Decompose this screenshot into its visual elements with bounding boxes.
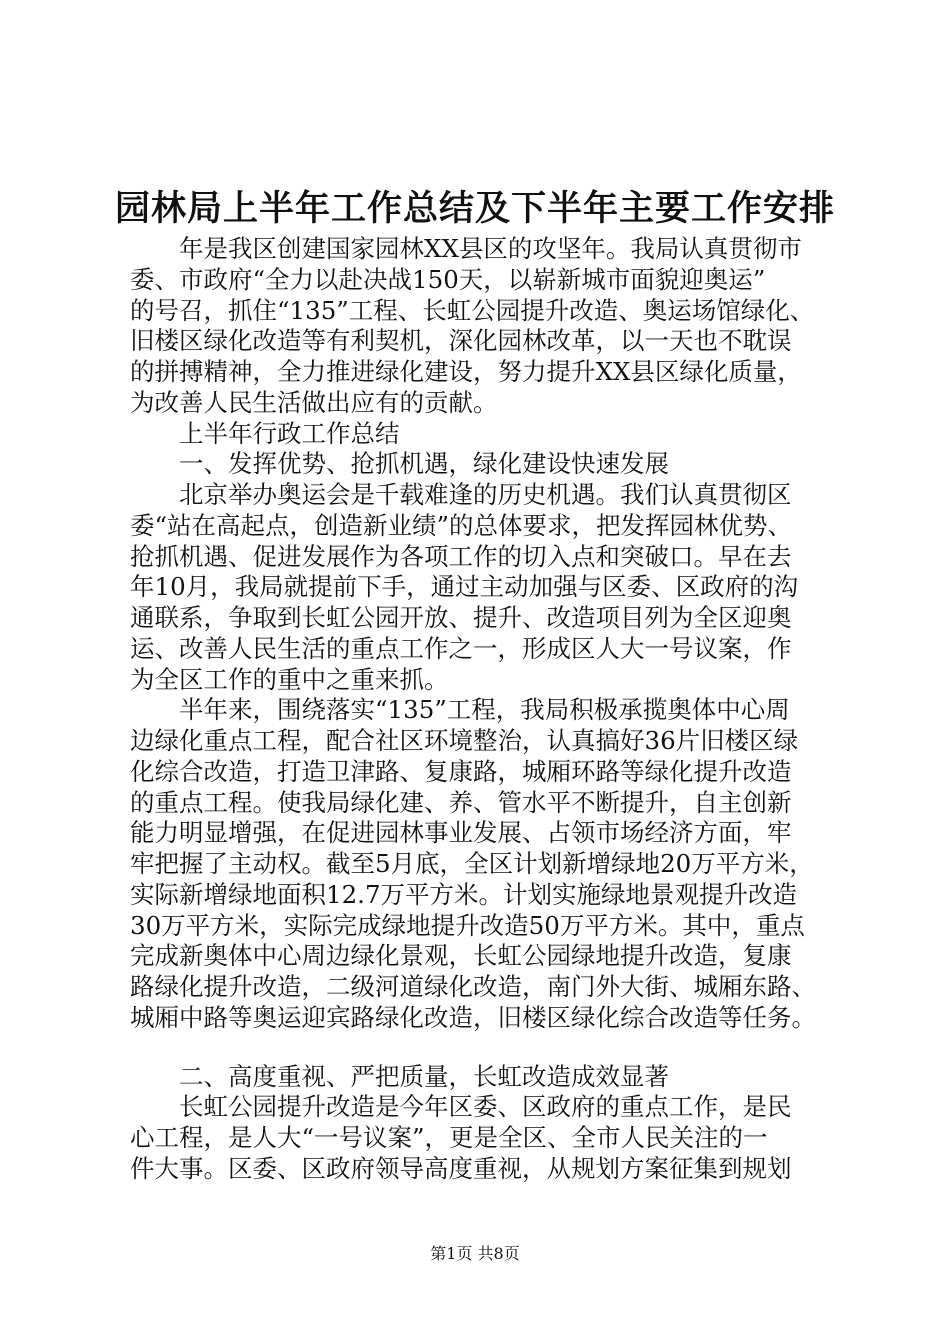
body-line: 委、市政府“全力以赴决战150天，以崭新城市面貌迎奥运” xyxy=(130,264,766,294)
body-line: 路绿化提升改造，二级河道绿化改造，南门外大街、城厢东路、 xyxy=(130,972,816,1001)
body-line: 完成新奥体中心周边绿化景观，长虹公园绿地提升改造，复康 xyxy=(130,941,792,971)
section-heading: 二、高度重视、严把质量，长虹改造成效显著 xyxy=(130,1061,669,1091)
body-line: 的号召，抓住“135”工程、长虹公园提升改造、奥运场馆绿化、 xyxy=(130,295,815,325)
page-footer: 第1页 共8页 xyxy=(430,1244,520,1263)
body-line: 运、改善人民生活的重点工作之一，形成区人大一号议案，作 xyxy=(130,633,792,663)
body-line: 城厢中路等奥运迎宾路绿化改造，旧楼区绿化综合改造等任务。 xyxy=(130,1002,816,1032)
body-line: 为改善人民生活做出应有的贡献。 xyxy=(130,387,498,417)
body-line: 年是我区创建国家园林XX县区的攻坚年。我局认真贯彻市 xyxy=(130,234,802,263)
body-line: 半年来，围绕落实“135”工程，我局积极承揽奥体中心周 xyxy=(130,695,790,725)
body-line: 长虹公园提升改造是今年区委、区政府的重点工作，是民 xyxy=(130,1092,792,1122)
body-line: 心工程，是人大“一号议案”，更是全区、全市人民关注的一 xyxy=(130,1123,768,1152)
body-line: 通联系，争取到长虹公园开放、提升、改造项目列为全区迎奥 xyxy=(130,603,792,632)
body-line: 委“站在高起点，创造新业绩”的总体要求，把发挥园林优势、 xyxy=(130,510,793,540)
body-line: 件大事。区委、区政府领导高度重视，从规划方案征集到规划 xyxy=(130,1153,792,1183)
body-line: 的重点工程。使我局绿化建、养、管水平不断提升，自主创新 xyxy=(130,787,792,817)
body-line: 北京举办奥运会是千载难逢的历史机遇。我们认真贯彻区 xyxy=(130,480,792,509)
body-line: 的拼搏精神，全力推进绿化建设，努力提升XX县区绿化质量， xyxy=(130,357,802,386)
body-line: 年10月，我局就提前下手，通过主动加强与区委、区政府的沟 xyxy=(130,572,799,602)
section-heading: 一、发挥优势、抢抓机遇，绿化建设快速发展 xyxy=(130,449,669,479)
paragraph-gap xyxy=(130,1034,830,1062)
document-title: 园林局上半年工作总结及下半年主要工作安排 xyxy=(114,188,835,229)
document-body xyxy=(130,234,830,1185)
body-line: 30万平方米，实际完成绿地提升改造50万平方米。其中，重点 xyxy=(130,910,805,940)
section-heading: 上半年行政工作总结 xyxy=(130,418,400,448)
body-line: 能力明显增强，在促进园林事业发展、占领市场经济方面，牢 xyxy=(130,818,792,848)
body-line: 边绿化重点工程，配合社区环境整治，认真搞好36片旧楼区绿 xyxy=(130,726,799,755)
body-line: 为全区工作的重中之重来抓。 xyxy=(130,664,449,694)
body-line: 化综合改造，打造卫津路、复康路，城厢环路等绿化提升改造 xyxy=(130,756,792,786)
body-line: 牢把握了主动权。截至5月底，全区计划新增绿地20万平方米， xyxy=(130,849,814,878)
body-line: 抢抓机遇、促进发展作为各项工作的切入点和突破口。早在去 xyxy=(130,541,792,571)
body-line: 实际新增绿地面积12.7万平方米。计划实施绿地景观提升改造 xyxy=(130,879,798,909)
body-line: 旧楼区绿化改造等有利契机，深化园林改革，以一天也不耽误 xyxy=(130,326,792,356)
